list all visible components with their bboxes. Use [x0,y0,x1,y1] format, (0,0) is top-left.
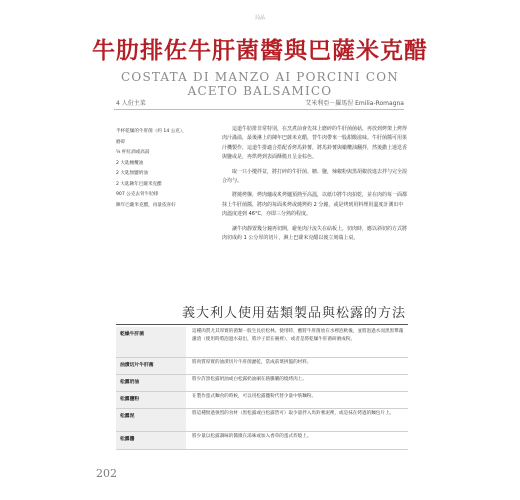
table-row [116,375,408,392]
table-term: 油漬切片牛肝菌 [116,358,186,374]
region-credit: 艾米利亞－羅馬涅 Emilia-Romagna [305,100,404,107]
ingredient-item: 2 大匙陳年巴薩米克醋 [116,181,162,187]
ingredient-item: 陳年巴薩米克醋，再量依喜好 [116,202,176,208]
recipe-title-italian: COSTATA DI MANZO AI PORCINI CON ACETO BALSAMICO [121,70,399,98]
table-definition: 將少許黑松露奶油或白松露奶油刷在熱騰騰的燒烤肉上。 [192,377,307,382]
table-definition: 這種肉質尤其厚實的菌類一般生長於松林，使用時，應將牛肝菌放在水裡泡軟後，並將泡過水而黑黑蕈藻濾渣（使用時將泡過水菇出，將沙子留在碗裡），或者是將乾燥牛肝菌研磨成粉。 [192,329,404,343]
running-header: 局品 [254,15,265,21]
table-definition: 將這種無過強烈的食材（黑松露或白松露皆可）取少量拌入馬鈴薯泥裡，或是抹在烤過的麵包片上。 [192,411,395,416]
servings-label: 4 人份主菜 [116,100,146,107]
method-text [222,125,408,248]
recipe-title-chinese: 牛肋排佐牛肝菌醬與巴薩米克醋 [92,37,428,64]
table-row [116,392,408,409]
method-step: 讓牛肉靜置幾分鐘再切開，避免肉汁流失在砧板上，切肉時，應以斜切的方式將肉切成約 1 公分厚的切片，淋上巴薩米克醋以後立刻端上桌。 [222,225,408,242]
page-number: 202 [96,467,117,480]
intro-paragraph: 這道牛肋排非常特別，在烹煮前會先抹上磨碎的牛肝菌菌菇，再放到烤架上烤得肉汁滿溢，最後淋上的陳年巴薩米克醋，替牛肉帶來一股甜酸滋味。牛肝菌醬可用果汁機製作，這道牛排適合搭配香烤馬鈴薯，將馬鈴薯與橄欖油翻拌，然後撒上迷迭香與鹽或是，再烘烤到表面酥脆且呈金棕色。 [222,126,408,161]
ingredient-item: 2 大匙無鹽奶油 [116,171,148,176]
table-definition: 在製作蛋式麵食的時候，可以用松露鹽粉代替少量中筋麵粉。 [192,394,317,399]
method-step: 將燒烤盤，烤肉爐或炙烤爐預熱至高溫，以紙巾將牛肉拍乾，並在肉的每一面都抹上牛肝菌醬，將肉的每面炙烤或燒烤約 2 分鐘，或是烤到用料理用溫度計測出中肉溫度達到 46°C，亦即三分熟的程度。 [222,192,408,218]
table-term: 松露奶油 [116,375,186,391]
ingredient-item: 磨碎 [116,139,126,145]
table-term: 松露醬 [116,432,186,449]
ingredient-item: 半杯乾燥的牛肝菌（約 14 公克）， [116,129,187,134]
table-term: 乾燥牛肝菌 [116,327,186,357]
table-definition: 將肉質厚實的油漬切片牛肝菌瀝乾，當成前菜拼盤的材料。 [192,360,312,365]
ingredients-list [116,127,212,211]
truffle-mushroom-table [116,327,408,450]
table-definition: 將少量以松露調味的醬微在湯味或加入香草的蛋式炸燒上。 [192,434,312,439]
section-divider [116,324,408,325]
table-row [116,327,408,358]
ingredient-item: ¼ 杯紅酒或高湯 [116,150,150,155]
table-row [116,358,408,375]
ingredient-item: 907 公克去骨牛肋排 [116,192,159,197]
table-row [116,409,408,432]
meta-divider [114,109,404,110]
table-term: 松露鹽粉 [116,392,186,408]
table-row [116,432,408,450]
method-step: 取一只小攪拌盆，將打碎的牛肝菌、糖、鹽，辣椒粉與黑胡椒放進去拌勻完全混合均勻。 [222,168,408,185]
table-term: 松露泥 [116,409,186,431]
sidebar-section-title: 義大利人使用菇類製品與松露的方法 [181,306,406,321]
ingredient-item: 2 大匙橄欖油 [116,160,144,166]
